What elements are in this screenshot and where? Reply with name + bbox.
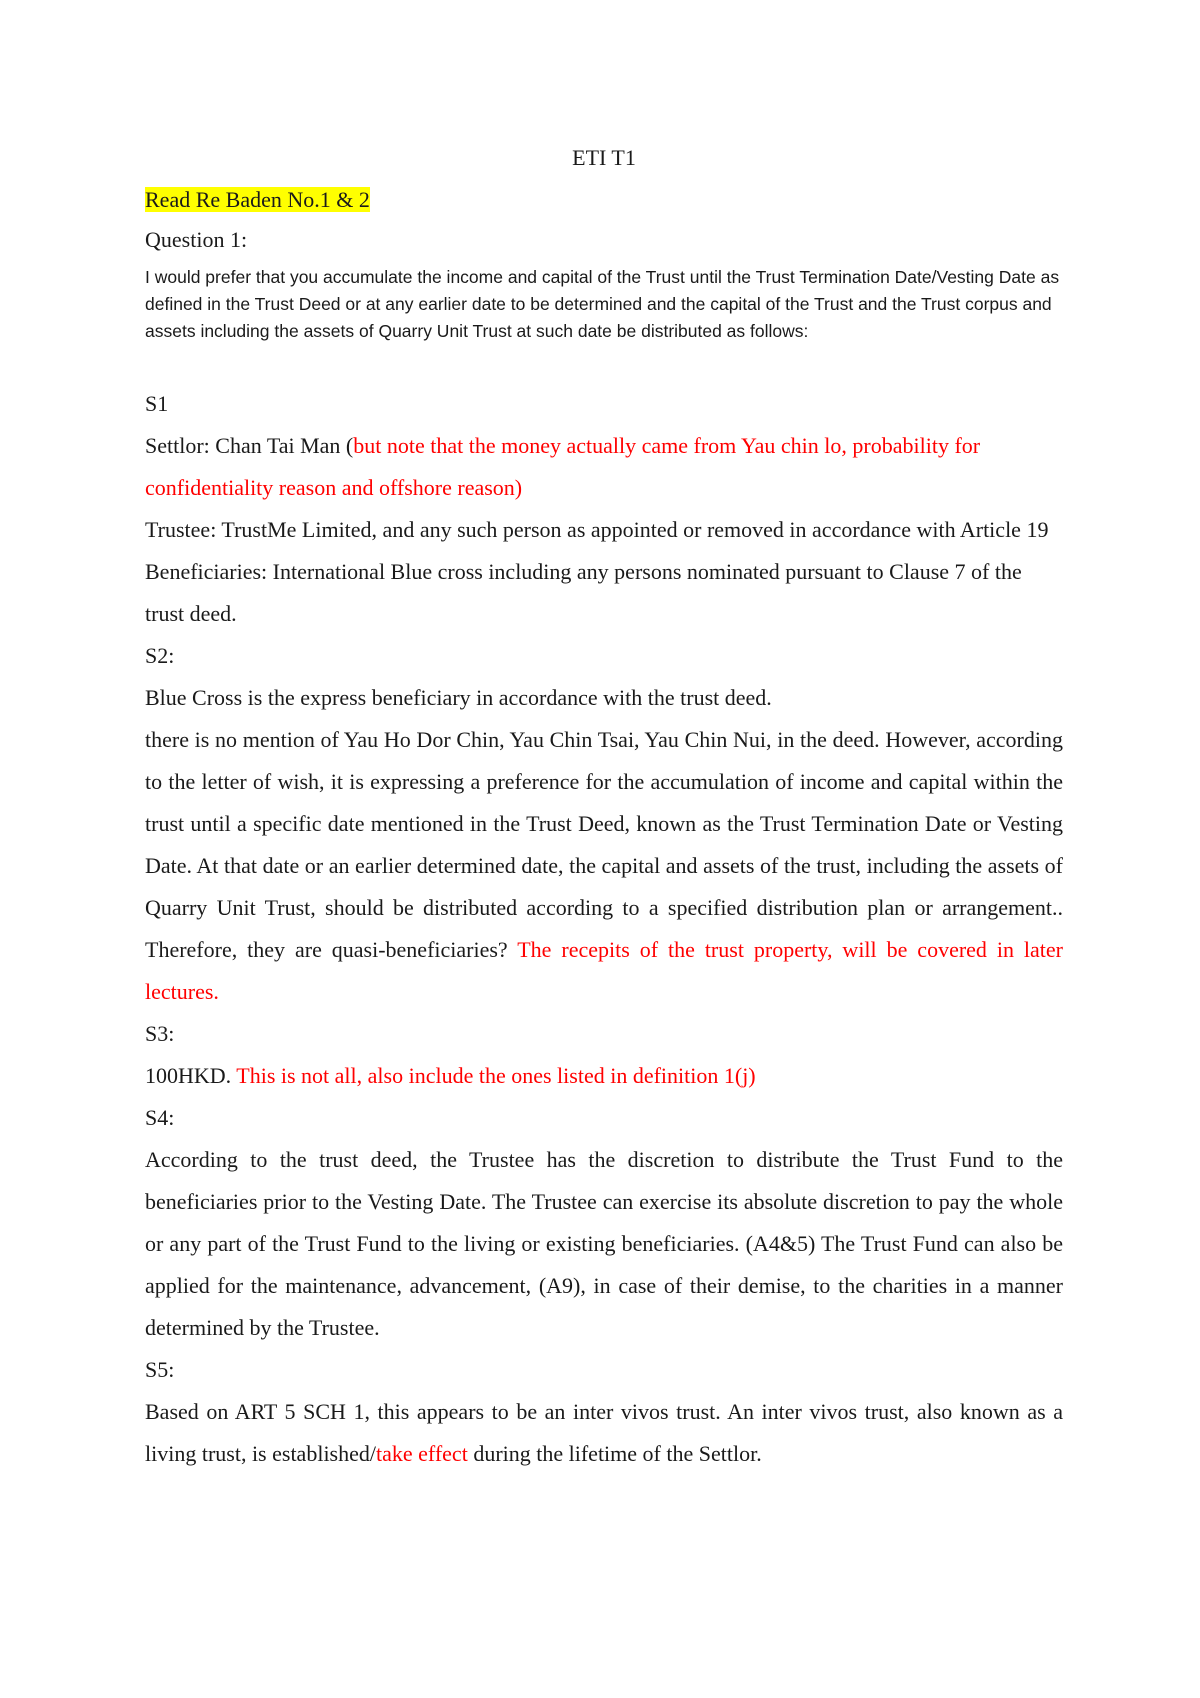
settlor-text: Settlor: Chan Tai Man (	[145, 433, 354, 458]
s2-paragraph-text: there is no mention of Yau Ho Dor Chin, Yau Chin Tsai, Yau Chin Nui, in the deed. However, according to the letter of wish, it is expressing a preference for the accumulation of income and capital within the trust until a specific date mentioned in the Trust Deed, known as the Trust Termination Date or Vesting Date. At that date or an earlier determined date, the capital and assets of the trust, including the assets of Quarry Unit Trust, should be distributed according to a specified distribution plan or arrangement.. Therefore, they are quasi-beneficiaries?	[145, 727, 1063, 962]
s5-paragraph	[145, 1391, 1063, 1475]
s3-text: 100HKD.	[145, 1063, 237, 1088]
s4-paragraph: According to the trust deed, the Trustee has the discretion to distribute the Trust Fund to the beneficiaries prior to the Vesting Date. The Trustee can exercise its absolute discretion to pay the whole or any part of the Trust Fund to the living or existing beneficiaries. (A4&5) The Trust Fund can also be applied for the maintenance, advancement, (A9), in case of their demise, to the charities in a manner determined by the Trustee.	[145, 1147, 1063, 1340]
s5-text-after: during the lifetime of the Settlor.	[467, 1441, 762, 1466]
s2-heading: S2:	[145, 643, 175, 668]
reading-assignment	[145, 186, 1063, 214]
trustee-paragraph: Trustee: TrustMe Limited, and any such person as appointed or removed in accordance with Article 19	[145, 517, 1049, 542]
s2-note: The recepits of the trust property, will be covered in later lectures.	[145, 937, 1064, 1004]
s3-heading: S3:	[145, 1021, 175, 1046]
settlor-paragraph	[145, 425, 1063, 509]
s1-heading: S1	[145, 391, 169, 416]
s3-paragraph	[145, 1055, 1063, 1097]
s2-paragraph	[145, 719, 1063, 1013]
s5-note: take effect	[376, 1441, 468, 1466]
question-heading: Question 1:	[145, 227, 248, 252]
s5-text-before: Based on ART 5 SCH 1, this appears to be an inter vivos trust. An inter vivos trust, also known as a living trust, is established/	[145, 1399, 1063, 1466]
s3-note: This is not all, also include the ones listed in definition 1(j)	[236, 1063, 756, 1088]
beneficiaries-paragraph: Beneficiaries: International Blue cross including any persons nominated pursuant to Clause 7 of the trust deed.	[145, 559, 1022, 626]
settlor-note: but note that the money actually came from Yau chin lo, probability for confidentiality reason and offshore reason)	[145, 433, 981, 500]
document-body	[145, 144, 1063, 1475]
document-title: ETI T1	[572, 145, 636, 170]
s5-heading: S5:	[145, 1357, 175, 1382]
s4-heading: S4:	[145, 1105, 175, 1130]
letter-of-wish-quote: I would prefer that you accumulate the income and capital of the Trust until the Trust Termination Date/Vesting Date as defined in the Trust Deed or at any earlier date to be determined and the capital of the Trust and the Trust corpus and assets including the assets of Quarry Unit Trust at such date be distributed as follows:	[145, 267, 1060, 341]
highlighted-reading: Read Re Baden No.1 & 2	[145, 187, 370, 212]
s2-line: Blue Cross is the express beneficiary in accordance with the trust deed.	[145, 685, 772, 710]
